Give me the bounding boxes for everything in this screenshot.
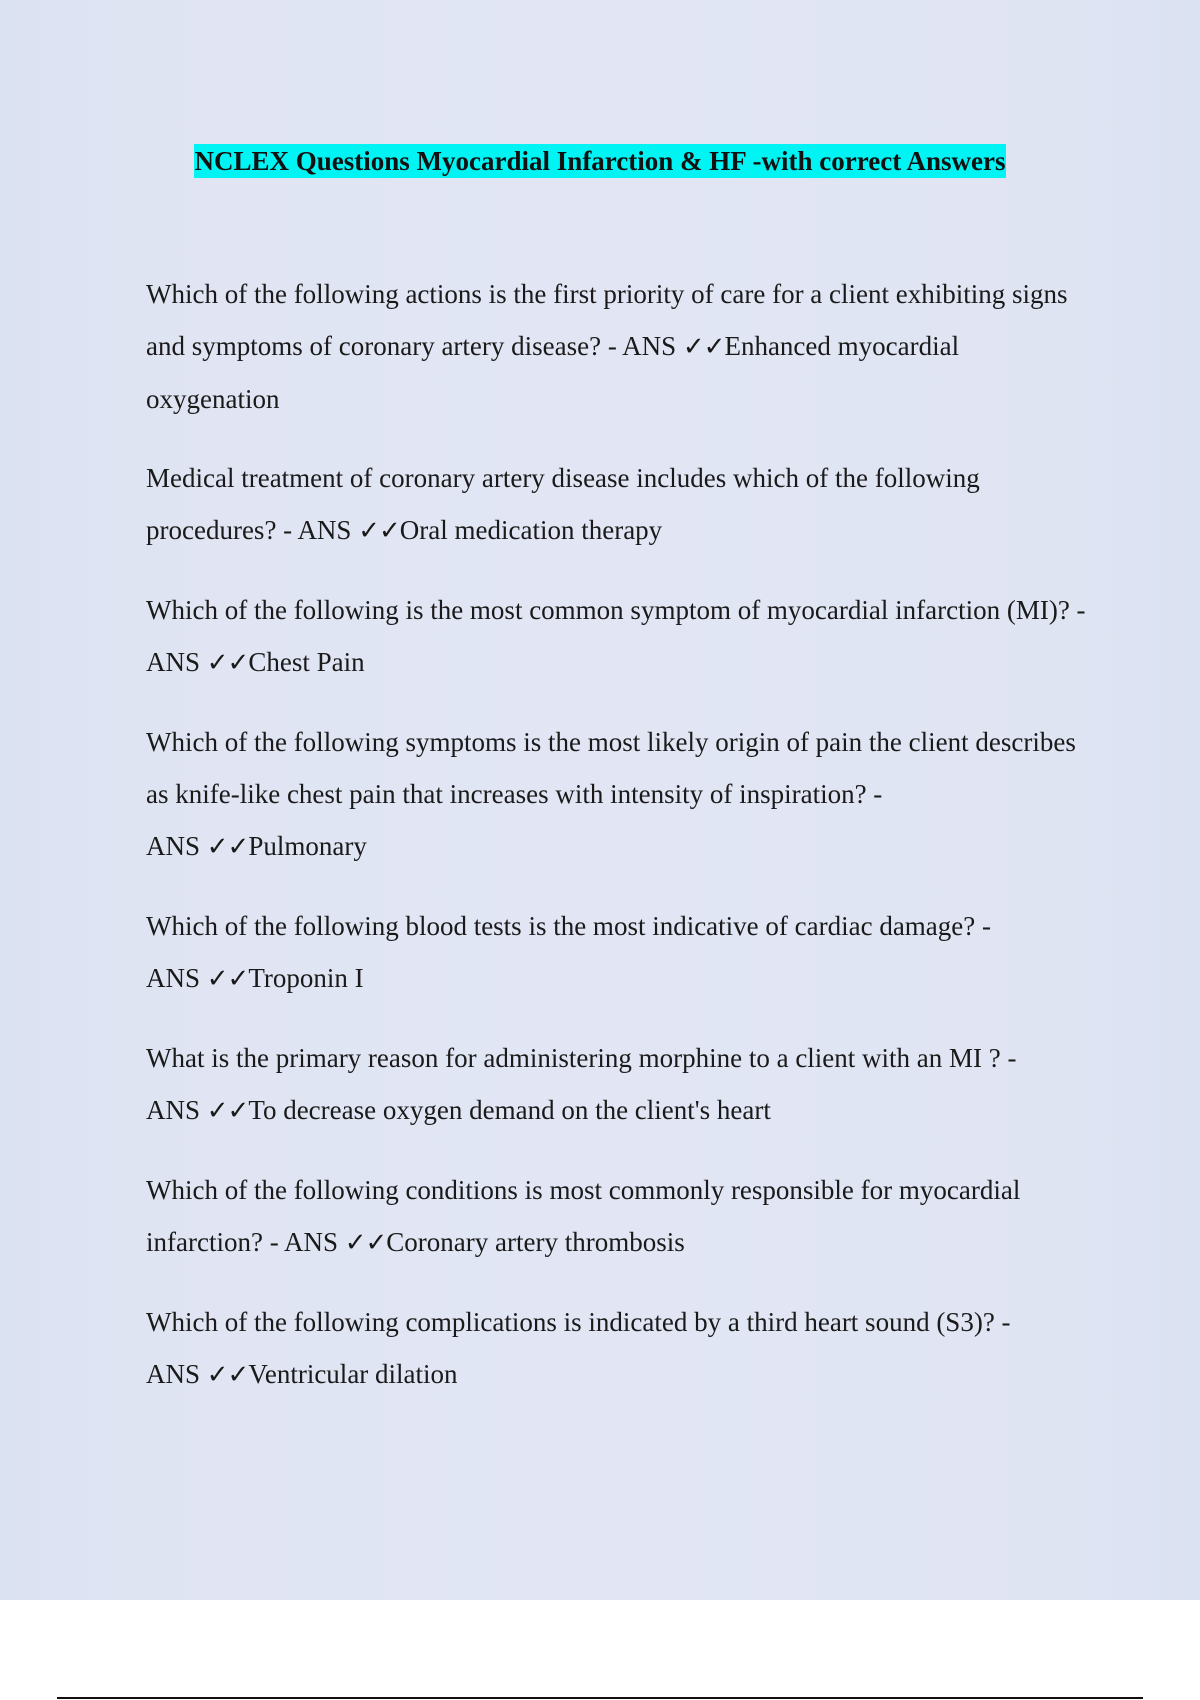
answer-marker <box>622 331 724 361</box>
answer-text: To decrease oxygen demand on the client's heart <box>248 1095 771 1125</box>
answer-marker <box>146 1095 248 1125</box>
qa-item <box>146 716 1086 873</box>
qa-item <box>146 1032 1086 1137</box>
answer-text: Pulmonary <box>248 831 367 861</box>
ans-label: ANS <box>146 1095 201 1125</box>
qa-item <box>146 452 1086 557</box>
question-text: Medical treatment of coronary artery disease includes which of the following procedures? - <box>146 463 980 545</box>
question-text: Which of the following blood tests is the most indicative of cardiac damage? - <box>146 911 992 941</box>
ans-label: ANS <box>283 1227 338 1257</box>
answer-marker <box>146 831 248 861</box>
answer-marker <box>297 515 399 545</box>
question-text: Which of the following complications is indicated by a third heart sound (S3)? - <box>146 1307 1011 1337</box>
double-check-icon: ✓✓ <box>344 1228 387 1258</box>
question-text: Which of the following conditions is most commonly responsible for myocardial infarction? - <box>146 1175 1021 1257</box>
double-check-icon: ✓✓ <box>206 1096 249 1126</box>
question-text: Which of the following symptoms is the most likely origin of pain the client describes as knife-like chest pain that increases with intensity of inspiration? - <box>146 727 1076 809</box>
question-text: Which of the following is the most common symptom of myocardial infarction (MI)? - <box>146 595 1086 625</box>
answer-text: Troponin I <box>248 963 364 993</box>
answer-text: Enhanced myocardial oxygenation <box>146 331 960 414</box>
question-text: Which of the following actions is the first priority of care for a client exhibiting signs and symptoms of coronary artery disease? - <box>146 279 1068 361</box>
answer-text: Chest Pain <box>248 647 365 677</box>
qa-item <box>146 268 1086 425</box>
answer-text: Coronary artery thrombosis <box>386 1227 685 1257</box>
answer-marker <box>146 963 248 993</box>
double-check-icon: ✓✓ <box>206 832 249 862</box>
double-check-icon: ✓✓ <box>358 516 400 546</box>
qa-item <box>146 900 1086 1005</box>
answer-text: Oral medication therapy <box>399 515 663 545</box>
ans-label: ANS <box>146 963 201 993</box>
title-container <box>0 144 1200 178</box>
qa-item <box>146 584 1086 689</box>
ans-label: ANS <box>297 515 352 545</box>
ans-label: ANS <box>622 331 677 361</box>
double-check-icon: ✓✓ <box>206 1360 249 1390</box>
answer-marker <box>146 647 248 677</box>
qa-list <box>146 268 1086 1415</box>
double-check-icon: ✓✓ <box>206 964 249 994</box>
document-title: NCLEX Questions Myocardial Infarction & HF -with correct Answers <box>194 146 1006 176</box>
answer-text: Ventricular dilation <box>248 1359 458 1389</box>
ans-label: ANS <box>146 647 201 677</box>
double-check-icon: ✓✓ <box>206 648 249 678</box>
ans-label: ANS <box>146 831 201 861</box>
answer-marker <box>146 1359 248 1389</box>
double-check-icon: ✓✓ <box>682 332 725 362</box>
qa-item <box>146 1164 1086 1269</box>
question-text: What is the primary reason for administering morphine to a client with an MI ? - <box>146 1043 1017 1073</box>
answer-marker <box>284 1227 386 1257</box>
qa-item <box>146 1296 1086 1401</box>
footer-divider <box>57 1697 1143 1699</box>
ans-label: ANS <box>146 1359 201 1389</box>
